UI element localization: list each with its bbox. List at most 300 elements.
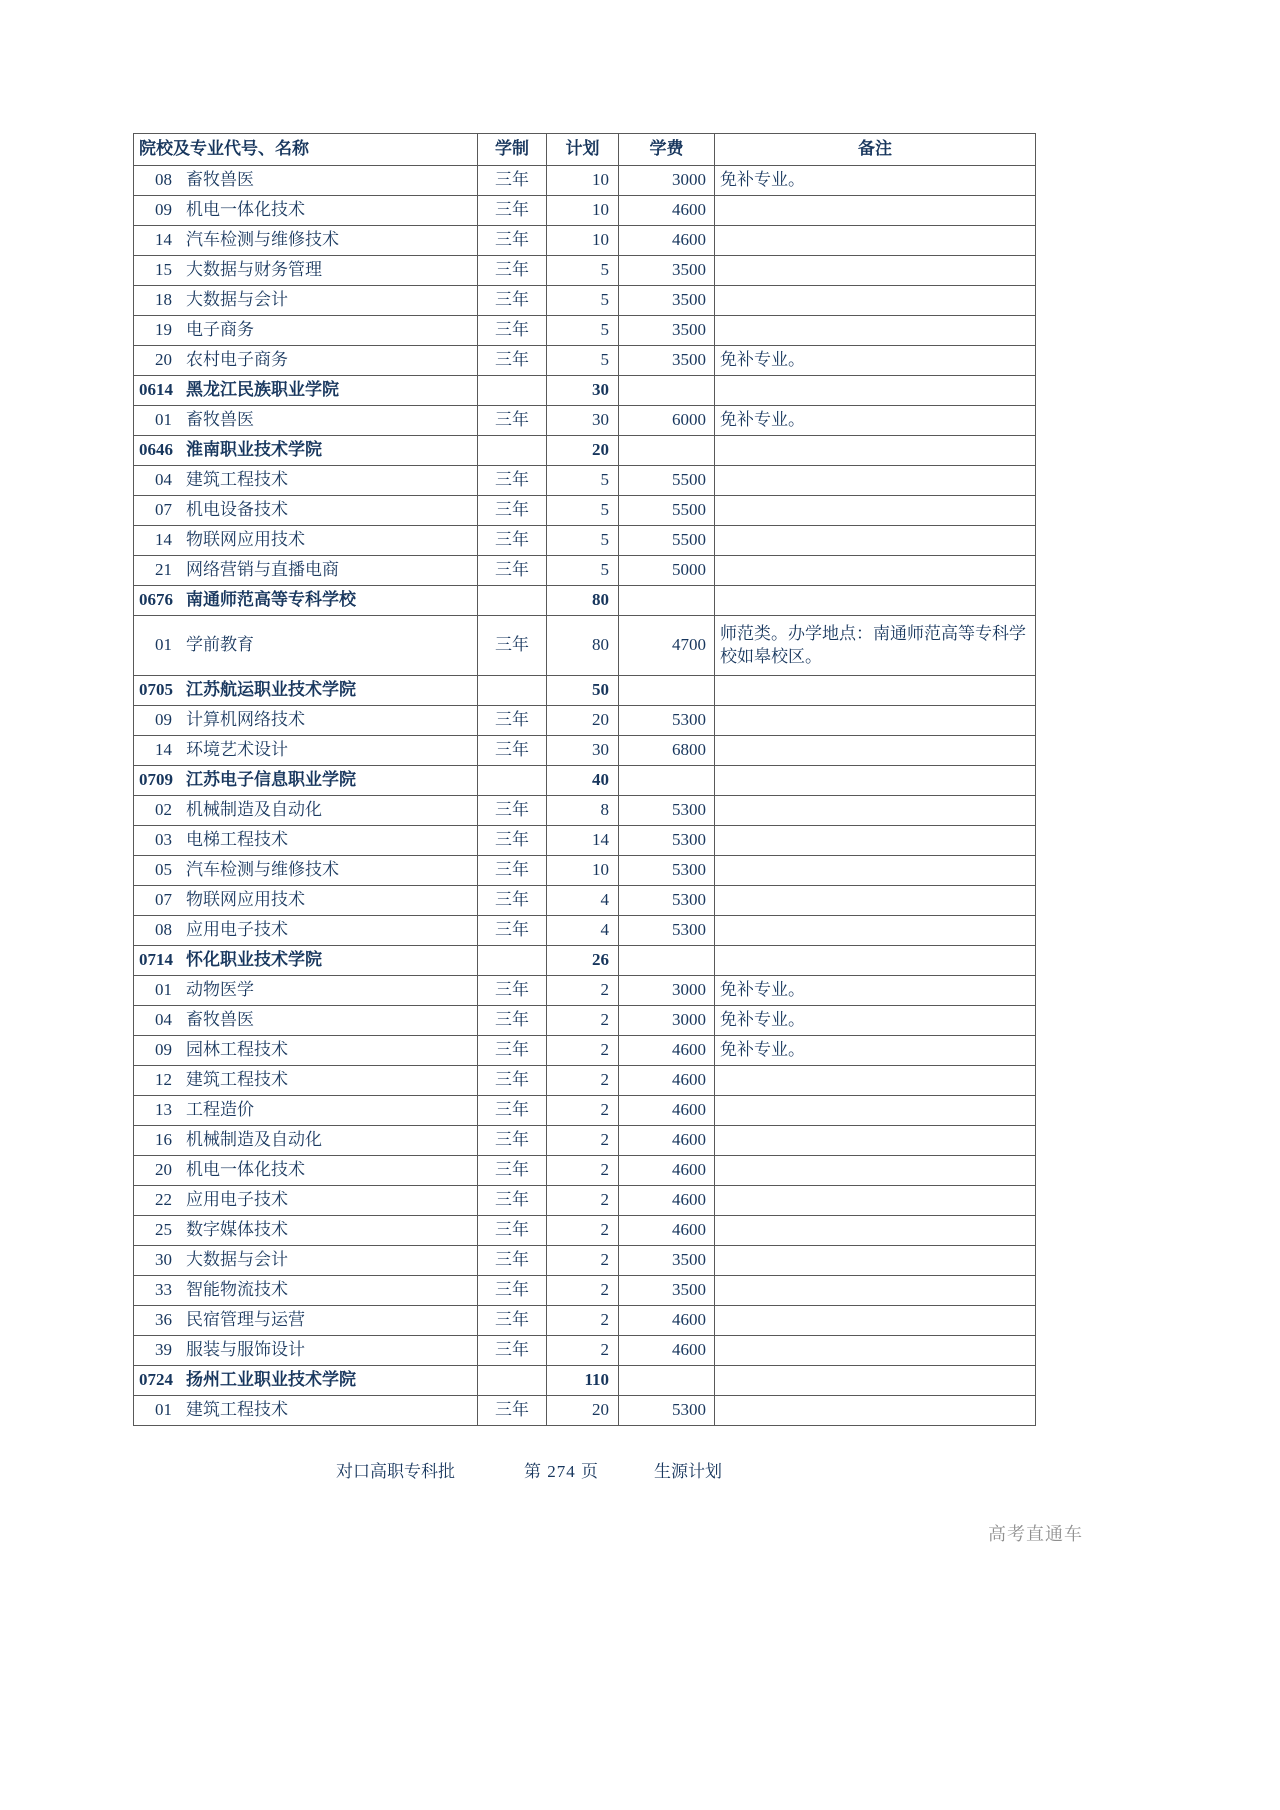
major-code: 07 [155, 500, 172, 520]
duration-cell: 三年 [478, 1246, 547, 1276]
plan-cell: 2 [547, 1156, 619, 1186]
major-name: 工程造价 [186, 1100, 254, 1120]
major-row [134, 736, 1036, 766]
major-name: 机电设备技术 [186, 500, 288, 520]
remark-cell [715, 286, 1036, 316]
remark-cell [715, 916, 1036, 946]
remark-cell: 免补专业。 [715, 1036, 1036, 1066]
major-name: 物联网应用技术 [186, 530, 305, 550]
major-name: 动物医学 [186, 980, 254, 1000]
tuition-cell: 4600 [619, 1186, 715, 1216]
major-code: 01 [155, 980, 172, 1000]
plan-cell: 80 [547, 616, 619, 676]
remark-cell [715, 946, 1036, 976]
major-name-cell [134, 616, 478, 676]
major-name-cell [134, 826, 478, 856]
major-name-cell [134, 1006, 478, 1036]
remark-cell [715, 1126, 1036, 1156]
duration-cell: 三年 [478, 286, 547, 316]
remark-cell [715, 466, 1036, 496]
major-code: 25 [155, 1220, 172, 1240]
major-name: 大数据与会计 [186, 290, 288, 310]
duration-cell: 三年 [478, 886, 547, 916]
major-code: 01 [155, 635, 172, 655]
major-code: 36 [155, 1310, 172, 1330]
duration-cell: 三年 [478, 1036, 547, 1066]
remark-cell [715, 766, 1036, 796]
plan-cell: 2 [547, 1096, 619, 1126]
plan-cell: 8 [547, 796, 619, 826]
major-name: 机电一体化技术 [186, 1160, 305, 1180]
remark-cell [715, 586, 1036, 616]
major-name-cell [134, 1096, 478, 1126]
remark-cell: 免补专业。 [715, 166, 1036, 196]
duration-cell: 三年 [478, 316, 547, 346]
plan-cell: 5 [547, 466, 619, 496]
remark-cell [715, 1396, 1036, 1426]
school-code: 0724 [139, 1370, 173, 1390]
major-name: 智能物流技术 [186, 1280, 288, 1300]
table-body [134, 166, 1036, 1426]
tuition-cell: 5300 [619, 706, 715, 736]
remark-cell [715, 676, 1036, 706]
tuition-cell: 5000 [619, 556, 715, 586]
tuition-cell: 5300 [619, 826, 715, 856]
remark-cell [715, 256, 1036, 286]
major-name: 汽车检测与维修技术 [186, 230, 339, 250]
major-row [134, 1336, 1036, 1366]
tuition-cell: 5500 [619, 526, 715, 556]
major-name: 大数据与财务管理 [186, 260, 322, 280]
footer-page-number: 第 274 页 [524, 1462, 599, 1481]
plan-cell: 5 [547, 346, 619, 376]
tuition-cell: 4600 [619, 1096, 715, 1126]
duration-cell: 三年 [478, 1156, 547, 1186]
duration-cell: 三年 [478, 256, 547, 286]
remark-cell [715, 1216, 1036, 1246]
major-row [134, 1036, 1036, 1066]
plan-cell: 5 [547, 496, 619, 526]
remark-cell [715, 226, 1036, 256]
major-row [134, 346, 1036, 376]
tuition-cell: 4600 [619, 1336, 715, 1366]
tuition-cell: 3000 [619, 1006, 715, 1036]
remark-cell [715, 436, 1036, 466]
school-name: 南通师范高等专科学校 [186, 590, 356, 610]
duration-cell: 三年 [478, 616, 547, 676]
major-name-cell [134, 346, 478, 376]
tuition-cell: 4600 [619, 1066, 715, 1096]
column-header-plan: 计划 [547, 134, 619, 166]
major-name: 畜牧兽医 [186, 1010, 254, 1030]
remark-cell [715, 796, 1036, 826]
remark-cell [715, 556, 1036, 586]
tuition-cell: 4600 [619, 1156, 715, 1186]
major-code: 20 [155, 1160, 172, 1180]
tuition-cell: 3500 [619, 346, 715, 376]
duration-cell: 三年 [478, 976, 547, 1006]
tuition-cell: 4600 [619, 1306, 715, 1336]
major-name: 网络营销与直播电商 [186, 560, 339, 580]
major-name: 机械制造及自动化 [186, 800, 322, 820]
tuition-cell: 5300 [619, 856, 715, 886]
remark-cell [715, 196, 1036, 226]
remark-cell [715, 376, 1036, 406]
duration-cell [478, 676, 547, 706]
major-code: 09 [155, 710, 172, 730]
school-name: 怀化职业技术学院 [186, 950, 322, 970]
tuition-cell: 5300 [619, 1396, 715, 1426]
page-footer [336, 1457, 722, 1482]
footer-plan-label: 生源计划 [654, 1462, 722, 1481]
tuition-cell [619, 766, 715, 796]
major-row [134, 1186, 1036, 1216]
major-row [134, 1306, 1036, 1336]
major-row [134, 1216, 1036, 1246]
major-name-cell [134, 1186, 478, 1216]
watermark-gaokao-zhitongche: 高考直通车 [988, 1524, 1083, 1544]
admission-plan-table [133, 133, 1036, 1426]
duration-cell: 三年 [478, 406, 547, 436]
remark-cell [715, 1096, 1036, 1126]
major-row [134, 1246, 1036, 1276]
major-code: 22 [155, 1190, 172, 1210]
plan-cell: 40 [547, 766, 619, 796]
major-code: 02 [155, 800, 172, 820]
remark-cell [715, 1246, 1036, 1276]
plan-cell: 2 [547, 1246, 619, 1276]
duration-cell: 三年 [478, 736, 547, 766]
plan-cell: 2 [547, 1006, 619, 1036]
tuition-cell: 4600 [619, 1036, 715, 1066]
major-code: 03 [155, 830, 172, 850]
major-row [134, 196, 1036, 226]
school-name: 黑龙江民族职业学院 [186, 380, 339, 400]
major-row [134, 1156, 1036, 1186]
major-name-cell [134, 226, 478, 256]
tuition-cell: 4600 [619, 1216, 715, 1246]
major-name: 电子商务 [186, 320, 254, 340]
duration-cell: 三年 [478, 1336, 547, 1366]
remark-cell: 师范类。办学地点：南通师范高等专科学校如皋校区。 [715, 616, 1036, 676]
major-code: 01 [155, 410, 172, 430]
duration-cell: 三年 [478, 1306, 547, 1336]
major-row [134, 496, 1036, 526]
school-name-cell [134, 436, 478, 466]
column-header-tuition: 学费 [619, 134, 715, 166]
school-code: 0614 [139, 380, 173, 400]
major-code: 14 [155, 530, 172, 550]
major-code: 14 [155, 740, 172, 760]
remark-cell: 免补专业。 [715, 1006, 1036, 1036]
duration-cell [478, 436, 547, 466]
plan-cell: 5 [547, 556, 619, 586]
remark-cell: 免补专业。 [715, 976, 1036, 1006]
plan-cell: 4 [547, 916, 619, 946]
major-name-cell [134, 166, 478, 196]
duration-cell: 三年 [478, 856, 547, 886]
major-code: 04 [155, 1010, 172, 1030]
major-name: 大数据与会计 [186, 1250, 288, 1270]
school-row [134, 376, 1036, 406]
school-code: 0676 [139, 590, 173, 610]
major-name: 服装与服饰设计 [186, 1340, 305, 1360]
major-name: 园林工程技术 [186, 1040, 288, 1060]
remark-cell [715, 1336, 1036, 1366]
duration-cell: 三年 [478, 1396, 547, 1426]
duration-cell: 三年 [478, 346, 547, 376]
remark-cell [715, 706, 1036, 736]
major-row [134, 826, 1036, 856]
major-code: 33 [155, 1280, 172, 1300]
major-name: 农村电子商务 [186, 350, 288, 370]
plan-cell: 2 [547, 976, 619, 1006]
duration-cell: 三年 [478, 1066, 547, 1096]
major-name-cell [134, 286, 478, 316]
major-name-cell [134, 1126, 478, 1156]
tuition-cell: 5500 [619, 496, 715, 526]
remark-cell [715, 1066, 1036, 1096]
school-code: 0709 [139, 770, 173, 790]
major-name-cell [134, 496, 478, 526]
remark-cell [715, 736, 1036, 766]
plan-cell: 2 [547, 1306, 619, 1336]
duration-cell: 三年 [478, 1186, 547, 1216]
tuition-cell: 3500 [619, 1246, 715, 1276]
tuition-cell: 4700 [619, 616, 715, 676]
school-row [134, 676, 1036, 706]
major-name-cell [134, 706, 478, 736]
major-name: 机电一体化技术 [186, 200, 305, 220]
column-header-remark: 备注 [715, 134, 1036, 166]
major-name-cell [134, 1336, 478, 1366]
plan-cell: 26 [547, 946, 619, 976]
duration-cell [478, 946, 547, 976]
school-code: 0646 [139, 440, 173, 460]
major-row [134, 226, 1036, 256]
duration-cell: 三年 [478, 706, 547, 736]
major-name-cell [134, 256, 478, 286]
major-row [134, 796, 1036, 826]
tuition-cell: 6000 [619, 406, 715, 436]
major-name-cell [134, 856, 478, 886]
plan-cell: 20 [547, 436, 619, 466]
plan-cell: 10 [547, 166, 619, 196]
duration-cell: 三年 [478, 826, 547, 856]
tuition-cell [619, 586, 715, 616]
school-row [134, 766, 1036, 796]
school-row [134, 1366, 1036, 1396]
major-name: 建筑工程技术 [186, 470, 288, 490]
plan-cell: 110 [547, 1366, 619, 1396]
major-name-cell [134, 316, 478, 346]
major-code: 19 [155, 320, 172, 340]
remark-cell [715, 316, 1036, 346]
major-row [134, 406, 1036, 436]
tuition-cell: 6800 [619, 736, 715, 766]
tuition-cell [619, 946, 715, 976]
remark-cell [715, 826, 1036, 856]
major-row [134, 1096, 1036, 1126]
plan-cell: 30 [547, 736, 619, 766]
major-row [134, 166, 1036, 196]
major-row [134, 706, 1036, 736]
major-code: 20 [155, 350, 172, 370]
major-name: 环境艺术设计 [186, 740, 288, 760]
plan-cell: 5 [547, 526, 619, 556]
school-row [134, 586, 1036, 616]
plan-cell: 2 [547, 1186, 619, 1216]
school-name: 江苏航运职业技术学院 [186, 680, 356, 700]
remark-cell [715, 526, 1036, 556]
duration-cell: 三年 [478, 496, 547, 526]
major-row [134, 886, 1036, 916]
major-name: 民宿管理与运营 [186, 1310, 305, 1330]
duration-cell: 三年 [478, 796, 547, 826]
duration-cell: 三年 [478, 226, 547, 256]
plan-cell: 4 [547, 886, 619, 916]
remark-cell [715, 1366, 1036, 1396]
plan-cell: 80 [547, 586, 619, 616]
major-name-cell [134, 556, 478, 586]
table-header-row [134, 134, 1036, 166]
major-name: 畜牧兽医 [186, 410, 254, 430]
major-code: 05 [155, 860, 172, 880]
tuition-cell: 3500 [619, 286, 715, 316]
tuition-cell: 4600 [619, 196, 715, 226]
plan-cell: 50 [547, 676, 619, 706]
plan-cell: 20 [547, 706, 619, 736]
major-name-cell [134, 1306, 478, 1336]
major-code: 14 [155, 230, 172, 250]
column-header-school-major: 院校及专业代号、名称 [134, 134, 478, 166]
school-code: 0714 [139, 950, 173, 970]
major-code: 08 [155, 920, 172, 940]
major-code: 01 [155, 1400, 172, 1420]
plan-cell: 14 [547, 826, 619, 856]
plan-cell: 30 [547, 406, 619, 436]
major-code: 15 [155, 260, 172, 280]
major-name-cell [134, 796, 478, 826]
duration-cell [478, 586, 547, 616]
remark-cell: 免补专业。 [715, 346, 1036, 376]
major-row [134, 1006, 1036, 1036]
major-code: 39 [155, 1340, 172, 1360]
major-row [134, 466, 1036, 496]
footer-batch-label: 对口高职专科批 [336, 1462, 455, 1481]
major-name-cell [134, 916, 478, 946]
major-name-cell [134, 466, 478, 496]
tuition-cell [619, 436, 715, 466]
major-row [134, 256, 1036, 286]
major-name: 建筑工程技术 [186, 1400, 288, 1420]
tuition-cell: 3000 [619, 976, 715, 1006]
remark-cell [715, 856, 1036, 886]
plan-cell: 2 [547, 1066, 619, 1096]
remark-cell [715, 886, 1036, 916]
column-header-duration: 学制 [478, 134, 547, 166]
major-name-cell [134, 886, 478, 916]
duration-cell: 三年 [478, 1096, 547, 1126]
tuition-cell: 5300 [619, 886, 715, 916]
plan-cell: 20 [547, 1396, 619, 1426]
plan-cell: 10 [547, 196, 619, 226]
school-name: 江苏电子信息职业学院 [186, 770, 356, 790]
plan-cell: 2 [547, 1036, 619, 1066]
school-name-cell [134, 946, 478, 976]
plan-cell: 10 [547, 856, 619, 886]
major-name: 物联网应用技术 [186, 890, 305, 910]
school-row [134, 436, 1036, 466]
major-name-cell [134, 526, 478, 556]
duration-cell: 三年 [478, 916, 547, 946]
major-name: 建筑工程技术 [186, 1070, 288, 1090]
major-name-cell [134, 1036, 478, 1066]
major-code: 12 [155, 1070, 172, 1090]
tuition-cell: 5300 [619, 916, 715, 946]
major-code: 09 [155, 1040, 172, 1060]
duration-cell: 三年 [478, 1276, 547, 1306]
school-name-cell [134, 766, 478, 796]
major-code: 08 [155, 170, 172, 190]
major-code: 18 [155, 290, 172, 310]
major-name-cell [134, 1216, 478, 1246]
tuition-cell: 3500 [619, 1276, 715, 1306]
major-row [134, 1066, 1036, 1096]
major-name-cell [134, 1276, 478, 1306]
major-row [134, 616, 1036, 676]
remark-cell [715, 1186, 1036, 1216]
major-code: 07 [155, 890, 172, 910]
plan-cell: 5 [547, 256, 619, 286]
remark-cell [715, 1156, 1036, 1186]
tuition-cell [619, 376, 715, 406]
major-row [134, 526, 1036, 556]
duration-cell: 三年 [478, 1006, 547, 1036]
remark-cell [715, 1306, 1036, 1336]
major-row [134, 556, 1036, 586]
major-code: 04 [155, 470, 172, 490]
school-row [134, 946, 1036, 976]
tuition-cell [619, 1366, 715, 1396]
duration-cell: 三年 [478, 1126, 547, 1156]
school-name-cell [134, 376, 478, 406]
duration-cell: 三年 [478, 1216, 547, 1246]
major-row [134, 316, 1036, 346]
major-code: 21 [155, 560, 172, 580]
major-code: 16 [155, 1130, 172, 1150]
major-row [134, 1126, 1036, 1156]
major-name: 畜牧兽医 [186, 170, 254, 190]
plan-cell: 30 [547, 376, 619, 406]
plan-cell: 2 [547, 1126, 619, 1156]
duration-cell: 三年 [478, 466, 547, 496]
major-code: 30 [155, 1250, 172, 1270]
major-name: 机械制造及自动化 [186, 1130, 322, 1150]
major-name-cell [134, 736, 478, 766]
major-name: 学前教育 [186, 635, 254, 655]
major-row [134, 916, 1036, 946]
major-code: 13 [155, 1100, 172, 1120]
major-name-cell [134, 1396, 478, 1426]
duration-cell [478, 1366, 547, 1396]
major-name: 应用电子技术 [186, 920, 288, 940]
duration-cell: 三年 [478, 526, 547, 556]
major-name-cell [134, 1066, 478, 1096]
duration-cell [478, 766, 547, 796]
school-name-cell [134, 1366, 478, 1396]
school-name-cell [134, 676, 478, 706]
